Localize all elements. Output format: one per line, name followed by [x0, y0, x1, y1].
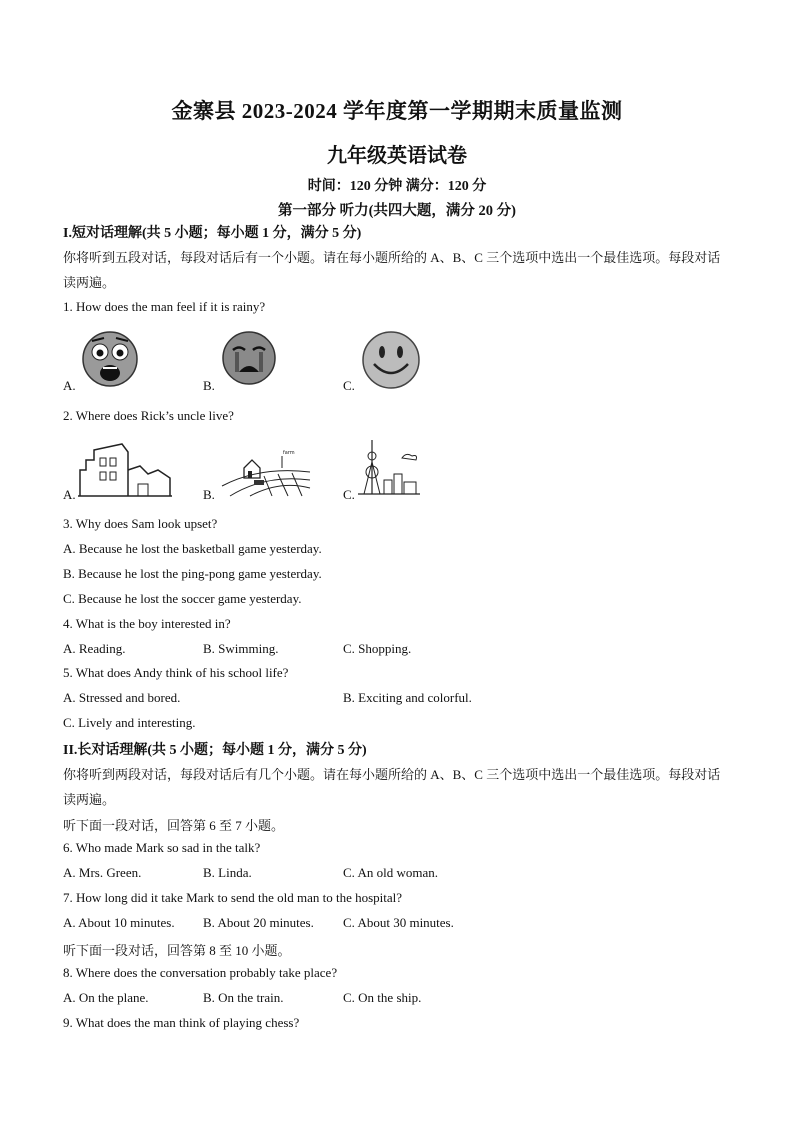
- q4-option-b[interactable]: B. Swimming.: [203, 641, 279, 656]
- q7-stem: 7. How long did it take Mark to send the old man to the hospital?: [63, 890, 403, 905]
- city-tower-icon: [358, 438, 420, 498]
- crying-face-icon: [220, 330, 278, 386]
- section2-heading: II.长对话理解(共 5 小题；每小题 1 分，满分 5 分): [63, 743, 367, 758]
- exam-subtitle: 九年级英语试卷: [327, 145, 467, 167]
- q4-option-c[interactable]: C. Shopping.: [343, 641, 412, 656]
- q5-stem: 5. What does Andy think of his school life?: [63, 665, 289, 680]
- exam-title: 金寨县 2023-2024 学年度第一学期期末质量监测: [171, 99, 623, 123]
- q5-option-c[interactable]: C. Lively and interesting.: [63, 715, 196, 730]
- q4-option-a[interactable]: A. Reading.: [63, 641, 126, 656]
- q8-option-c[interactable]: C. On the ship.: [343, 990, 422, 1005]
- q6-option-b[interactable]: B. Linda.: [203, 865, 252, 880]
- q2-option-b[interactable]: B.: [203, 487, 215, 502]
- q8-option-a[interactable]: A. On the plane.: [63, 990, 149, 1005]
- q5-option-b[interactable]: B. Exciting and colorful.: [343, 690, 472, 705]
- q6-option-a[interactable]: A. Mrs. Green.: [63, 865, 142, 880]
- q7-option-a[interactable]: A. About 10 minutes.: [63, 915, 175, 930]
- part-heading: 第一部分 听力(共四大题，满分 20 分): [277, 203, 517, 219]
- q2-stem: 2. Where does Rick’s uncle live?: [63, 408, 234, 423]
- q8-stem: 8. Where does the conversation probably take place?: [63, 965, 338, 980]
- q1-option-a[interactable]: A.: [63, 378, 76, 393]
- q6-option-c[interactable]: C. An old woman.: [343, 865, 438, 880]
- smiling-face-icon: [360, 330, 422, 390]
- farm-field-icon: [220, 446, 312, 498]
- q7-option-c[interactable]: C. About 30 minutes.: [343, 915, 454, 930]
- q1-option-c[interactable]: C.: [343, 378, 355, 393]
- q5-option-a[interactable]: A. Stressed and bored.: [63, 690, 181, 705]
- q1-stem: 1. How does the man feel if it is rainy?: [63, 299, 266, 314]
- dialog1-intro: 听下面一段对话，回答第 6 至 7 小题。: [63, 818, 285, 833]
- q4-stem: 4. What is the boy interested in?: [63, 616, 231, 631]
- section2-instruction: 你将听到两段对话，每段对话后有几个小题。请在每小题所给的 A、B、C 三个选项中选出一个最佳选项。每段对话读两遍。: [63, 767, 721, 807]
- q3-option-a[interactable]: A. Because he lost the basketball game yesterday.: [63, 541, 322, 556]
- scared-face-icon: [80, 330, 140, 388]
- svg-text:farm: farm: [283, 450, 295, 456]
- q7-option-b[interactable]: B. About 20 minutes.: [203, 915, 314, 930]
- section1-instruction: 你将听到五段对话，每段对话后有一个小题。请在每小题所给的 A、B、C 三个选项中选出一个最佳选项。每段对话读两遍。: [63, 250, 721, 290]
- q3-option-c[interactable]: C. Because he lost the soccer game yesterday.: [63, 591, 302, 606]
- dialog2-intro: 听下面一段对话，回答第 8 至 10 小题。: [63, 943, 291, 958]
- q8-option-b[interactable]: B. On the train.: [203, 990, 284, 1005]
- town-buildings-icon: [78, 440, 172, 498]
- q6-stem: 6. Who made Mark so sad in the talk?: [63, 840, 261, 855]
- exam-meta: 时间：120 分钟 满分：120 分: [307, 179, 487, 194]
- section1-heading: I.短对话理解(共 5 小题；每小题 1 分，满分 5 分): [63, 226, 362, 241]
- q1-option-b[interactable]: B.: [203, 378, 215, 393]
- q3-stem: 3. Why does Sam look upset?: [63, 516, 218, 531]
- q3-option-b[interactable]: B. Because he lost the ping-pong game yesterday.: [63, 566, 322, 581]
- q9-stem: 9. What does the man think of playing chess?: [63, 1015, 300, 1030]
- q2-option-a[interactable]: A.: [63, 487, 76, 502]
- q2-option-c[interactable]: C.: [343, 487, 355, 502]
